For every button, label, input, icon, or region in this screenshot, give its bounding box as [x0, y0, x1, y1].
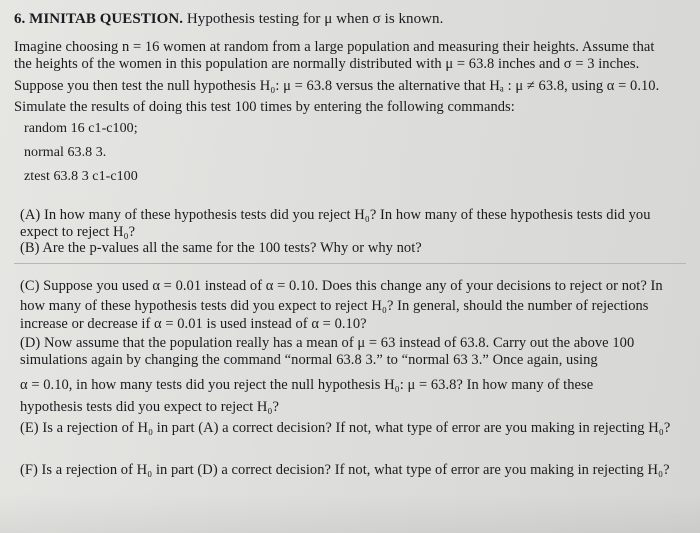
minitab-command: random 16 c1-c100;: [24, 121, 138, 136]
part-d-line: hypothesis tests did you expect to reject H₀?: [20, 399, 279, 415]
question-title-bold: 6. MINITAB QUESTION.: [14, 11, 184, 27]
part-d-line: simulations again by changing the command “normal 63.8 3.” to “normal 63 3.” Once again, using: [20, 352, 598, 368]
question-title-rest: Hypothesis testing for μ when σ is known.: [183, 11, 444, 27]
page-shadow: [0, 493, 700, 533]
intro-line: Suppose you then test the null hypothesis H₀: μ = 63.8 versus the alternative that Hₐ : μ ≠ 63.8, using α = 0.10.: [14, 78, 660, 94]
part-e-question: (E) Is a rejection of H₀ in part (A) a correct decision? If not, what type of error are you making in rejecting H₀?: [20, 420, 671, 436]
intro-line: Simulate the results of doing this test 100 times by entering the following commands:: [14, 99, 515, 115]
part-c-line: how many of these hypothesis tests did you expect to reject H₀? In general, should the number of rejections: [20, 298, 649, 314]
part-d-line: (D) Now assume that the population really has a mean of μ = 63 instead of 63.8. Carry out the above 100: [20, 335, 635, 351]
section-divider: [14, 263, 686, 264]
intro-line: the heights of the women in this population are normally distributed with μ = 63.8 inches and σ = 3 inches.: [14, 56, 640, 72]
part-b-question: (B) Are the p-values all the same for the 100 tests? Why or why not?: [20, 240, 422, 256]
minitab-command: ztest 63.8 3 c1-c100: [24, 169, 138, 184]
part-c-line: increase or decrease if α = 0.01 is used instead of α = 0.10?: [20, 316, 367, 332]
part-a-line: expect to reject H₀?: [20, 224, 136, 240]
part-f-question: (F) Is a rejection of H₀ in part (D) a correct decision? If not, what type of error are you making in rejecting H₀?: [20, 462, 670, 478]
part-d-line: α = 0.10, in how many tests did you reject the null hypothesis H₀: μ = 63.8? In how many of these: [20, 377, 594, 393]
question-title: [14, 11, 443, 27]
part-c-line: (C) Suppose you used α = 0.01 instead of α = 0.10. Does this change any of your decisions to reject or not? In: [20, 278, 663, 294]
part-a-line: (A) In how many of these hypothesis tests did you reject H₀? In how many of these hypothesis tests did you: [20, 207, 651, 223]
intro-line: Imagine choosing n = 16 women at random from a large population and measuring their heights. Assume that: [14, 39, 655, 55]
minitab-command: normal 63.8 3.: [24, 145, 107, 160]
